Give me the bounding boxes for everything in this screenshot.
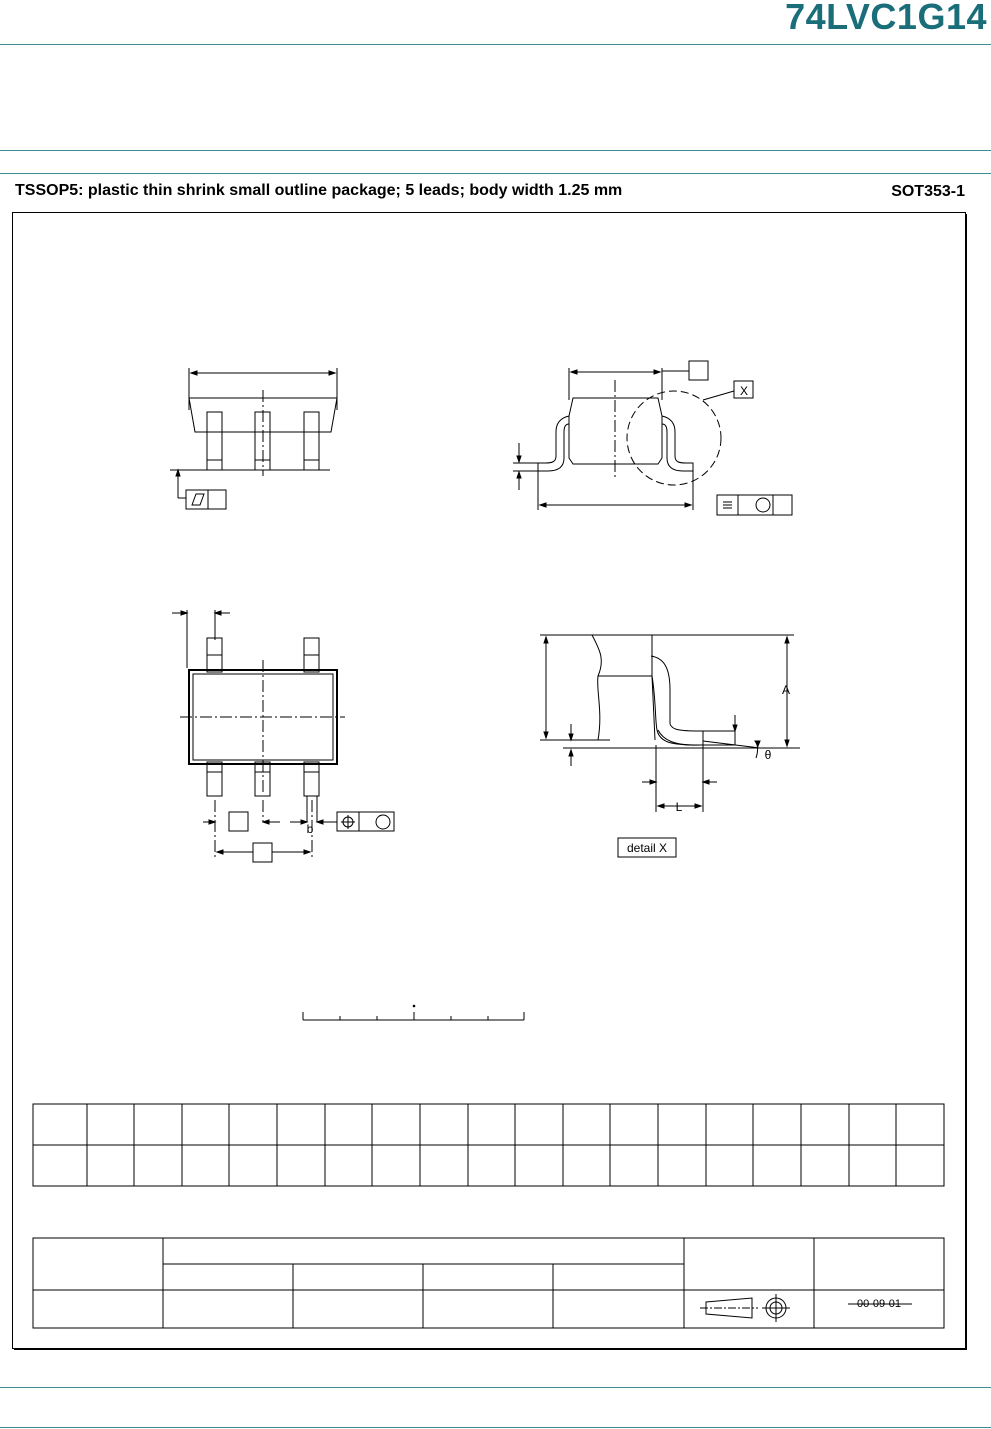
issue-date: 00-09-01	[856, 1298, 902, 1310]
footer-rule-1	[0, 1387, 991, 1388]
scale-bar	[303, 1005, 524, 1020]
detail-x-label: detail X	[626, 841, 668, 855]
side-view	[513, 361, 792, 515]
theta-label: θ	[764, 748, 772, 762]
package-code: SOT353-1	[891, 183, 965, 200]
dimension-b-label: b	[306, 822, 314, 836]
outline-version-table	[33, 1238, 944, 1328]
part-number: 74LVC1G14	[785, 0, 987, 37]
dimensions-table	[33, 1104, 944, 1186]
top-view	[172, 610, 394, 862]
front-view	[170, 368, 337, 509]
dimension-l-label: L	[675, 800, 683, 814]
dimension-a-label: A	[781, 683, 791, 697]
footer-rule-2	[0, 1427, 991, 1428]
detail-marker-label: X	[739, 384, 749, 398]
detail-view	[540, 635, 800, 857]
package-title: TSSOP5: plastic thin shrink small outline package; 5 leads; body width 1.25 mm	[15, 182, 623, 199]
